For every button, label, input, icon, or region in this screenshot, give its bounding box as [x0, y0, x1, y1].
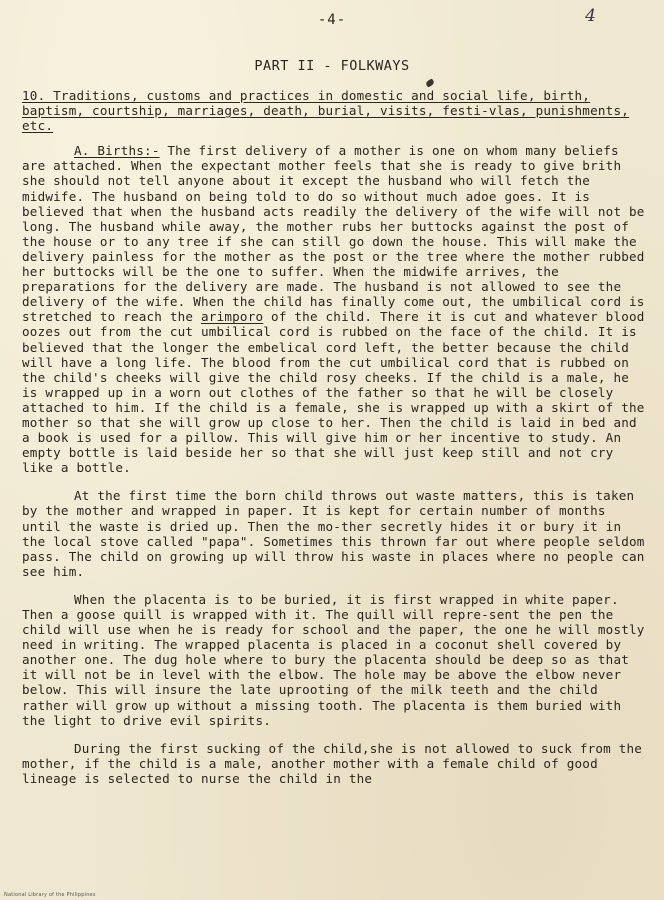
births-text-part1: The first delivery of a mother is one on whom many beliefs are attached. When the expectant mother feels that she is ready to give brith she should not tell anyone about it except the husband who will fetch the midwife. The husband on being told to do so without much adoe goes. It is believed that when the husband acts readily the delivery of the wife will not be long. The husband while away, the mother rubs her buttocks against the post of the house or to any tree if she can still go down the house. This will make the delivery painless for the mother as the post or the tree where the mother rubbed her buttocks will be the one to suffer. When the midwife arrives, the preparations for the delivery are made. The husband is not allowed to see the delivery of the wife. When the child has finally come out, the umbilical cord is stretched to reach the: [22, 143, 645, 325]
handwritten-page-mark: 4: [585, 6, 596, 26]
ink-smudge: [425, 78, 435, 87]
document-body: [22, 88, 648, 799]
paragraph-placenta: When the placenta is to be buried, it is first wrapped in white paper. Then a goose quill is wrapped with it. The quill will repre-sent the pen the child will use when he is ready for school and the paper, the one he will mostly need in writing. The wrapped placenta is placed in a coconut shell covered by another one. The dug hole where to bury the placenta should be deep so as that it will not be in level with the elbow. The hole may be above the elbow never below. This will insure the late uprooting of the milk teeth and the child rather will grow up without a missing tooth. The placenta is them buried with the light to drive evil spirits.: [22, 591, 645, 728]
underlined-term-arimporo: arimporo: [201, 309, 264, 325]
section-title: 10. Traditions, customs and practices in domestic and social life, birth, baptism, courtship, marriages, death, burial, visits, festi-vlas, punishments, etc.: [22, 88, 630, 134]
page-number: -4-: [317, 12, 347, 28]
births-text-part2: of the child. There it is cut and whatever blood oozes out from the cut umbilical cord is rubbed on the face of the child. It is believed that the longer the embelical cord left, the better because the child will have a long life. The blood from the cut umbilical cord that is rubbed on the child's cheeks will give the child rosy cheeks. If the child is a male, he is wrapped up in a worn out clothes of the father so that he will be closely attached to him. If the child is a female, she is wrapped up with a skirt of the mother so that she will grow up close to her. Then the child is laid in bed and a book is used for a pillow. This will give him or her incentive to study. An empty bottle is laid beside her so that she will just keep still and not cry like a bottle.: [22, 309, 645, 476]
footer-stamp: National Library of the Philippines: [4, 892, 96, 898]
paragraph-waste-matters: At the first time the born child throws out waste matters, this is taken by the mother and wrapped in paper. It is kept for certain number of months until the waste is dried up. Then the mo-ther secretly hides it or bury it in the local stove called "papa". Sometimes this thrown far out where people seldom pass. The child on growing up will throw his waste in places where no people can see him.: [22, 488, 645, 579]
part-heading: PART II - FOLKWAYS: [254, 58, 410, 74]
births-lead: A. Births:-: [74, 143, 160, 159]
paragraph-first-sucking: During the first sucking of the child,she is not allowed to suck from the mother, if the child is a male, another mother with a female child of good lineage is selected to nurse the child in the: [22, 740, 643, 786]
paragraph-births: [22, 143, 648, 475]
